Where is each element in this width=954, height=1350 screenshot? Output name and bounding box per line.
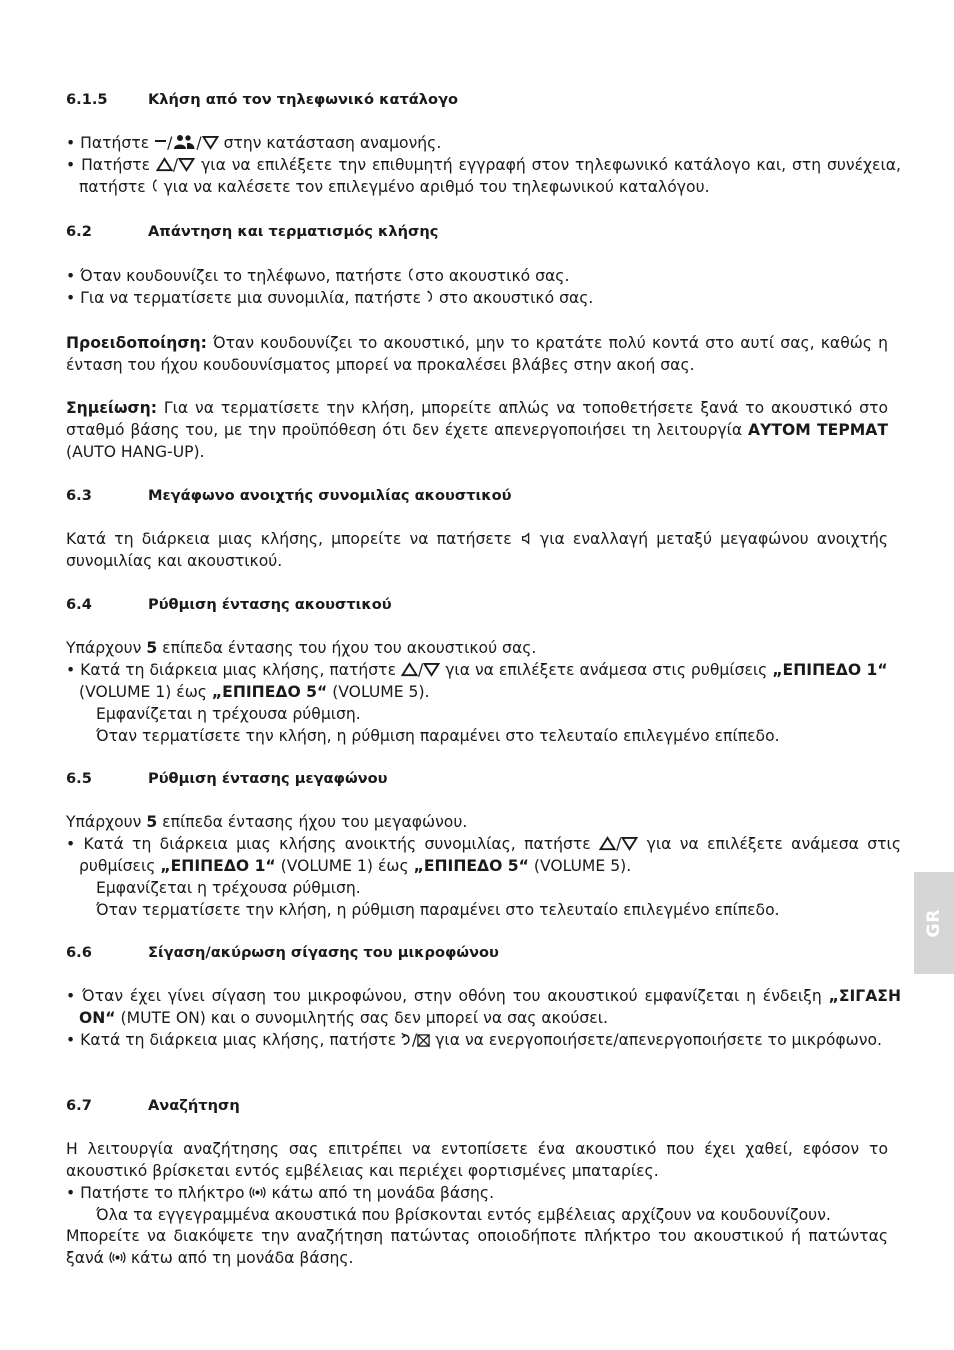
paragraph — [66, 812, 888, 834]
note-text: Για να τερματίσετε την κλήση, μπορείτε απλώς να τοποθετήσετε ξανά το ακουστικό στο σταθμό βάσης του, με την προϋπόθεση ότι δεν έχετε απενεργοποιήσει τη λειτουργία — [66, 399, 888, 439]
down-arrow-icon — [202, 135, 219, 150]
bullet-text: Όταν έχει γίνει σίγαση του μικροφώνου, στην οθόνη του ακουστικού εμφανίζεται η ένδειξη — [82, 987, 822, 1005]
bullet-text: (VOLUME 1) έως — [79, 682, 207, 701]
bullet-text: για να επιλέξετε την επιθυμητή εγγραφή στον τηλεφωνικό κατάλογο και, στη συνέχεια, πατήστε — [79, 156, 901, 196]
mute-key-icon — [417, 1034, 430, 1047]
bullet-text: Κατά τη διάρκεια μιας κλήσης, πατήστε — [80, 1031, 396, 1049]
section-title: Απάντηση και τερματισμός κλήσης — [148, 223, 439, 240]
section-title: Κλήση από τον τηλεφωνικό κατάλογο — [148, 91, 459, 108]
section-number: 6.3 — [66, 487, 92, 504]
bullet-item: • Για να τερματίσετε μια συνομιλία, πατήστε στο ακουστικό σας. — [66, 289, 594, 307]
section-heading-6-1-5 — [66, 90, 888, 110]
section-number: 6.6 — [66, 944, 92, 961]
bullet-text: κάτω από τη μονάδα βάσης. — [271, 1184, 495, 1202]
bullet-text: (VOLUME 5). — [332, 682, 430, 701]
bullet-text: για να επιλέξετε ανάμεσα στις ρυθμίσεις — [79, 835, 901, 875]
paragraph-text: κάτω από τη μονάδα βάσης. — [130, 1248, 354, 1267]
bullet-text: (MUTE ON) και ο συνομιλητής σας δεν μπορεί να σας ακούσει. — [120, 1008, 608, 1027]
bullet-text: Όταν κουδουνίζει το τηλέφωνο, πατήστε — [80, 267, 403, 285]
result-line: Όλα τα εγγεγραμμένα ακουστικά που βρίσκονται εντός εμβέλειας αρχίζουν να κουδουνίζουν. — [96, 1206, 831, 1224]
section-heading-6-4 — [66, 595, 888, 615]
call-key-icon — [151, 177, 159, 194]
paragraph-text: Υπάρχουν — [66, 639, 142, 657]
section-number: 6.5 — [66, 770, 92, 787]
warning-label: Προειδοποίηση: — [66, 334, 207, 352]
paragraph-text: επίπεδα έντασης ήχου του μεγαφώνου. — [162, 813, 468, 831]
bullet-text: για να επιλέξετε ανάμεσα στις ρυθμίσεις — [445, 661, 768, 679]
warning-paragraph — [66, 333, 888, 377]
paging-key-icon — [109, 1250, 126, 1265]
back-key-icon — [401, 1032, 412, 1047]
paragraph-text: για εναλλαγή μεταξύ μεγαφώνου ανοιχτής συνομιλίας και ακουστικού. — [66, 530, 888, 570]
bullet-item: • Όταν κουδουνίζει το τηλέφωνο, πατήστε στο ακουστικό σας. — [66, 267, 570, 285]
paragraph: Η λειτουργία αναζήτησης σας επιτρέπει να εντοπίσετε ένα ακουστικό που έχει χαθεί, εφόσον το ακουστικό βρίσκεται εντός εμβέλειας και περιέχει φορτισμένες μπαταρίες. — [66, 1140, 888, 1180]
level-count: 5 — [146, 813, 158, 831]
paragraph-text: Κατά τη διάρκεια μιας κλήσης, μπορείτε να πατήσετε — [66, 530, 512, 548]
section-title: Σίγαση/ακύρωση σίγασης του μικροφώνου — [148, 944, 499, 961]
section-heading-6-3 — [66, 486, 888, 506]
paragraph-text: Υπάρχουν — [66, 813, 142, 831]
end-call-key-icon — [426, 288, 434, 305]
minus-icon — [154, 134, 167, 150]
level-count: 5 — [146, 639, 158, 657]
bullet-text: (VOLUME 5). — [533, 856, 632, 875]
bullet-item: • Όταν έχει γίνει σίγαση του μικροφώνου, στην οθόνη του ακουστικού εμφανίζεται η ένδειξη „ΣΙΓΑΣΗ ΟΝ“ (MUTE ON) και ο συνομιλητής σας δεν μπορεί να σας ακούσει. — [66, 987, 901, 1027]
bullet-text: Για να τερματίσετε μια συνομιλία, πατήστε — [80, 289, 422, 307]
level-label: „ΕΠΙΠΕΔΟ 5“ — [211, 682, 328, 701]
bullet-text: για να ενεργοποιήσετε/απενεργοποιήσετε το μικρόφωνο. — [435, 1031, 882, 1049]
bullet-item: • Πατήστε / για να επιλέξετε την επιθυμητή εγγραφή στον τηλεφωνικό κατάλογο και, στη συνέχεια, πατήστε για να καλέσετε τον επιλεγμένο αριθμό του τηλεφωνικού καταλόγου. — [66, 156, 901, 196]
bullet-item: • Κατά τη διάρκεια μιας κλήσης ανοικτής συνομιλίας, πατήστε / για να επιλέξετε ανάμεσα στις ρυθμίσεις „ΕΠΙΠΕΔΟ 1“ (VOLUME 1) έως „ΕΠΙΠΕΔΟ 5“ (VOLUME 5). — [66, 835, 901, 875]
section-number: 6.7 — [66, 1097, 92, 1114]
bullet-text: Κατά τη διάρκεια μιας κλήσης ανοικτής συνομιλίας, πατήστε — [83, 835, 591, 853]
level-label: „ΕΠΙΠΕΔΟ 5“ — [413, 856, 529, 875]
section-heading-6-5 — [66, 769, 888, 789]
down-arrow-icon — [178, 157, 195, 172]
result-line: Εμφανίζεται η τρέχουσα ρύθμιση. — [96, 705, 361, 723]
language-tab-label: GR — [924, 908, 944, 938]
speaker-icon — [520, 531, 532, 546]
result-line: Όταν τερματίσετε την κλήση, η ρύθμιση παραμένει στο τελευταίο επιλεγμένο επίπεδο. — [96, 901, 780, 919]
mute-indicator-label: „ΣΙΓΑΣΗ ΟΝ“ — [79, 987, 901, 1027]
bullet-text: στην κατάσταση αναμονής. — [223, 134, 442, 152]
down-arrow-icon — [423, 662, 440, 677]
bullet-item: • Κατά τη διάρκεια μιας κλήσης, πατήστε / για να ενεργοποιήσετε/απενεργοποιήσετε το μικρόφωνο. — [66, 1031, 882, 1049]
up-arrow-icon — [599, 836, 616, 851]
paragraph — [66, 1226, 888, 1270]
bullet-text: (VOLUME 1) έως — [280, 856, 409, 875]
bullet-item: • Πατήστε / / στην κατάσταση αναμονής. — [66, 134, 442, 152]
call-key-icon — [407, 266, 415, 283]
down-arrow-icon — [621, 836, 638, 851]
bullet-text: Κατά τη διάρκεια μιας κλήσης, πατήστε — [80, 661, 396, 679]
bullet-item: • Πατήστε το πλήκτρο κάτω από τη μονάδα βάσης. — [66, 1184, 495, 1202]
result-line: Όταν τερματίσετε την κλήση, η ρύθμιση παραμένει στο τελευταίο επιλεγμένο επίπεδο. — [96, 727, 780, 745]
bullet-text: για να καλέσετε τον επιλεγμένο αριθμό του τηλεφωνικού καταλόγου. — [163, 177, 710, 196]
paragraph-text: Μπορείτε να διακόψετε την αναζήτηση πατώντας οποιοδήποτε πλήκτρο του ακουστικού ή πατώντας ξανά — [66, 1227, 888, 1267]
section-heading-6-2 — [66, 222, 888, 242]
bullet-text: Πατήστε — [80, 134, 150, 152]
paragraph — [66, 638, 888, 660]
note-paragraph — [66, 398, 888, 463]
paging-key-icon — [249, 1185, 266, 1200]
section-title: Αναζήτηση — [148, 1097, 240, 1114]
note-tail: (AUTO HANG-UP). — [66, 442, 205, 461]
language-tab — [914, 872, 954, 974]
bullet-text: Πατήστε — [81, 156, 151, 174]
section-number: 6.1.5 — [66, 91, 108, 108]
section-heading-6-6 — [66, 943, 888, 963]
level-label: „ΕΠΙΠΕΔΟ 1“ — [772, 661, 888, 679]
bullet-text: στο ακουστικό σας. — [439, 289, 594, 307]
section-title: Ρύθμιση έντασης ακουστικού — [148, 596, 392, 613]
section-number: 6.2 — [66, 223, 92, 240]
result-line: Εμφανίζεται η τρέχουσα ρύθμιση. — [96, 879, 361, 897]
bullet-item: • Κατά τη διάρκεια μιας κλήσης, πατήστε / για να επιλέξετε ανάμεσα στις ρυθμίσεις „ΕΠΙΠΕΔΟ 1“ (VOLUME 1) έως „ΕΠΙΠΕΔΟ 5“ (VOLUME 5). — [66, 661, 888, 701]
paragraph-text: επίπεδα έντασης του ήχου του ακουστικού σας. — [162, 639, 537, 657]
note-label: Σημείωση: — [66, 399, 158, 417]
up-arrow-icon — [401, 662, 418, 677]
section-title: Ρύθμιση έντασης μεγαφώνου — [148, 770, 388, 787]
bullet-text: Πατήστε το πλήκτρο — [80, 1184, 245, 1202]
note-bold-term: ΑΥΤΟΜ ΤΕΡΜΑΤ — [748, 420, 888, 439]
contacts-icon — [172, 134, 196, 150]
paragraph — [66, 529, 888, 573]
section-number: 6.4 — [66, 596, 92, 613]
section-title: Μεγάφωνο ανοιχτής συνομιλίας ακουστικού — [148, 487, 512, 504]
level-label: „ΕΠΙΠΕΔΟ 1“ — [160, 856, 276, 875]
bullet-text: στο ακουστικό σας. — [415, 267, 570, 285]
warning-text: Όταν κουδουνίζει το ακουστικό, μην το κρατάτε πολύ κοντά στο αυτί σας, καθώς η ένταση του ήχου κουδουνίσματος μπορεί να προκαλέσει βλάβες στην ακοή σας. — [66, 334, 888, 374]
up-arrow-icon — [156, 157, 173, 172]
section-heading-6-7 — [66, 1096, 888, 1116]
